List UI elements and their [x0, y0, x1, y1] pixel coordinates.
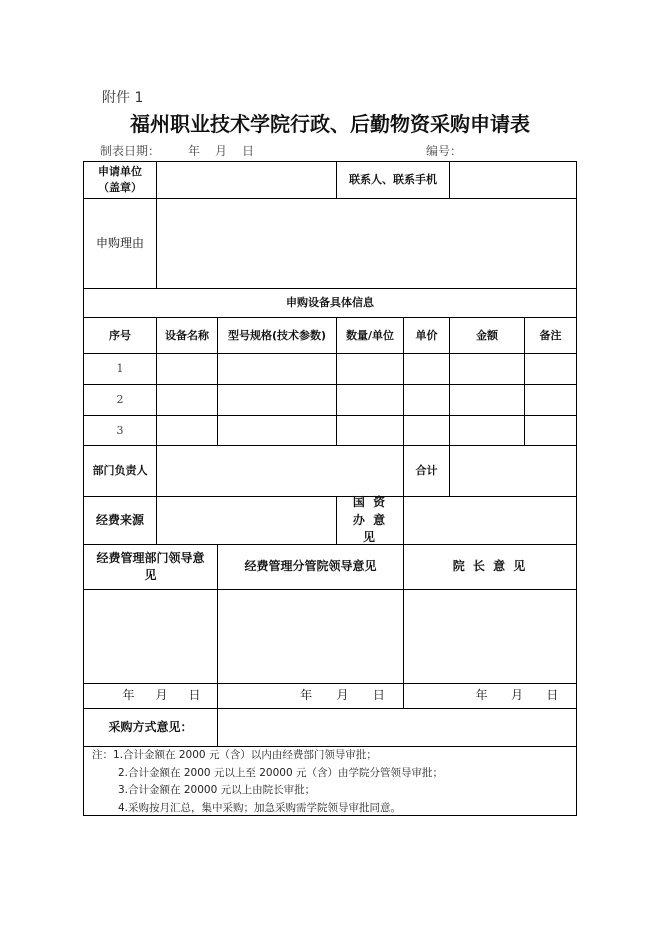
- procurement-field[interactable]: [217, 708, 577, 747]
- dept-head-label: 部门负责人: [83, 445, 157, 497]
- procurement-label: 采购方式意见：: [83, 708, 218, 747]
- cell[interactable]: [449, 415, 525, 446]
- date-row-3: [403, 683, 577, 709]
- note-line: 4.采购按月汇总，集中采购；加急采购需学院领导审批同意。: [118, 801, 402, 814]
- cell[interactable]: [156, 384, 218, 416]
- notes: [83, 746, 577, 816]
- note-line: 3.合计金额在 20000 元以上由院长审批；: [118, 784, 316, 796]
- col-header-spec: 型号规格(技术参数): [217, 317, 337, 354]
- cell[interactable]: [336, 415, 404, 446]
- reason-field[interactable]: [156, 198, 577, 289]
- state-assets-label: 国 资 办 意 见: [336, 496, 404, 545]
- year-label: 年: [188, 144, 201, 158]
- day-label: 日: [242, 144, 255, 158]
- cell[interactable]: [403, 353, 450, 385]
- col-header-name: 设备名称: [156, 317, 218, 354]
- total-field[interactable]: [449, 445, 577, 497]
- month-label: 月: [215, 144, 228, 158]
- fund-source-field[interactable]: [156, 496, 337, 545]
- number-label: 编号：: [426, 144, 463, 158]
- cell[interactable]: [449, 353, 525, 385]
- attachment-label: 附件 1: [102, 90, 144, 106]
- date-label: 制表日期：: [100, 144, 161, 158]
- cell[interactable]: [524, 415, 577, 446]
- contact-field[interactable]: [449, 161, 577, 199]
- page-title: 福州职业技术学院行政、后勤物资采购申请表: [130, 112, 530, 136]
- cell[interactable]: [217, 415, 337, 446]
- total-label: 合计: [403, 445, 450, 497]
- month: 月: [155, 688, 168, 703]
- month: 月: [510, 688, 523, 703]
- cell[interactable]: [403, 384, 450, 416]
- cell[interactable]: [336, 384, 404, 416]
- col-header-price: 单价: [403, 317, 450, 354]
- date-row-1: [83, 683, 218, 709]
- note-line: 注：1.合计金额在 2000 元（含）以内由经费部门领导审批；: [92, 749, 377, 761]
- contact-label: 联系人、联系手机: [336, 161, 450, 199]
- col-header-amount: 金额: [449, 317, 525, 354]
- cell[interactable]: [449, 384, 525, 416]
- cell[interactable]: [524, 353, 577, 385]
- cell[interactable]: [336, 353, 404, 385]
- fund-vp-field[interactable]: [217, 589, 404, 684]
- reason-label: 申购理由: [83, 198, 157, 289]
- row-index: 1: [83, 353, 157, 385]
- president-field[interactable]: [403, 589, 577, 684]
- cell[interactable]: [217, 353, 337, 385]
- year: 年: [122, 688, 135, 703]
- cell[interactable]: [156, 353, 218, 385]
- row-index: 2: [83, 384, 157, 416]
- day: 日: [188, 688, 201, 703]
- year: 年: [475, 688, 488, 703]
- date-row-2: [217, 683, 404, 709]
- applicant-unit-field[interactable]: [156, 161, 337, 199]
- fund-dept-leader-field[interactable]: [83, 589, 218, 684]
- cell[interactable]: [217, 384, 337, 416]
- year: 年: [300, 688, 313, 703]
- section-heading: 申购设备具体信息: [83, 288, 577, 318]
- cell[interactable]: [403, 415, 450, 446]
- state-assets-field[interactable]: [403, 496, 577, 545]
- fund-vp-label: 经费管理分管院领导意见: [217, 544, 404, 590]
- cell[interactable]: [524, 384, 577, 416]
- row-index: 3: [83, 415, 157, 446]
- month: 月: [336, 688, 349, 703]
- applicant-unit-label: 申请单位（盖章）: [83, 161, 157, 199]
- dept-head-field[interactable]: [156, 445, 404, 497]
- day: 日: [546, 688, 559, 703]
- president-label: 院 长 意 见: [403, 544, 577, 590]
- day: 日: [372, 688, 385, 703]
- col-header-remark: 备注: [524, 317, 577, 354]
- col-header-quantity: 数量/单位: [336, 317, 404, 354]
- cell[interactable]: [156, 415, 218, 446]
- note-line: 2.合计金额在 2000 元以上至 20000 元（含）由学院分管领导审批；: [118, 766, 443, 779]
- fund-source-label: 经费来源: [83, 496, 157, 545]
- fund-dept-leader-label: 经费管理部门领导意见: [83, 544, 218, 590]
- col-header-index: 序号: [83, 317, 157, 354]
